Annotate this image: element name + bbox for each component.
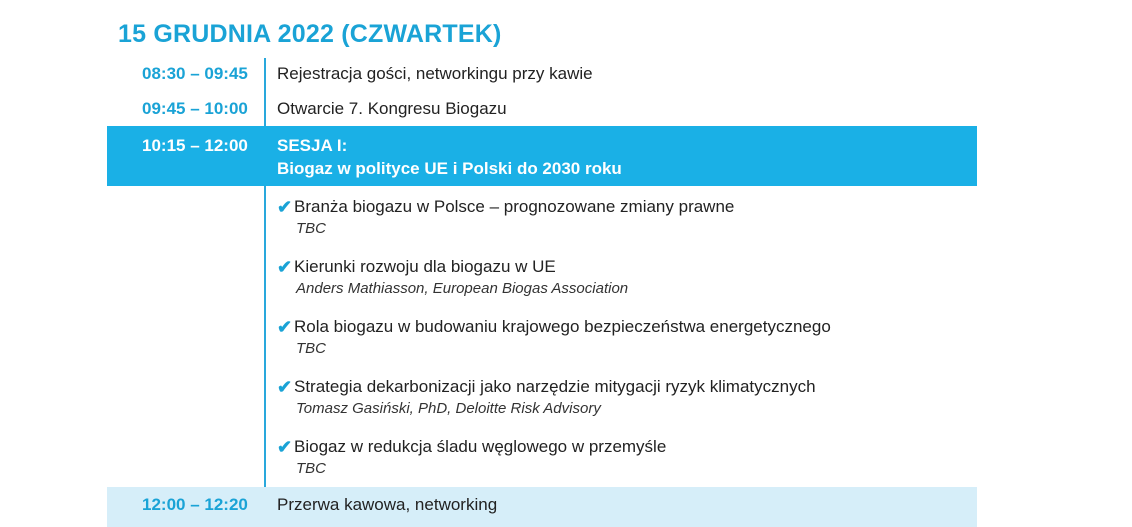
talk-speaker: TBC [296,340,326,357]
schedule-text: Otwarcie 7. Kongresu Biogazu [277,99,507,118]
talk-item [277,376,816,417]
session-title: Biogaz w polityce UE i Polski do 2030 roku [277,159,622,178]
talk-speaker: Tomasz Gasiński, PhD, Deloitte Risk Advisory [296,400,601,417]
talk-item [277,316,831,357]
talk-title: Kierunki rozwoju dla biogazu w UE [294,257,556,276]
talk-title: Biogaz w redukcja śladu węglowego w przemyśle [294,437,667,456]
checkmark-icon: ✔ [277,197,293,217]
day-heading: 15 GRUDNIA 2022 (CZWARTEK) [118,20,502,48]
session-time: 10:15 – 12:00 [142,136,248,155]
talk-title: Rola biogazu w budowaniu krajowego bezpieczeństwa energetycznego [294,317,831,336]
talk-item [277,196,734,237]
checkmark-icon: ✔ [277,317,293,337]
break-time: 12:00 – 12:20 [142,495,248,514]
break-block [107,487,977,527]
session-block [107,126,977,186]
talk-title: Strategia dekarbonizacji jako narzędzie mitygacji ryzyk klimatycznych [294,377,816,396]
session-heading [277,134,622,180]
checkmark-icon: ✔ [277,377,293,397]
schedule-row [107,64,977,86]
schedule-time: 09:45 – 10:00 [142,99,248,118]
talk-item [277,436,666,477]
checkmark-icon: ✔ [277,437,293,457]
checkmark-icon: ✔ [277,257,293,277]
break-text: Przerwa kawowa, networking [277,495,498,514]
schedule-row [107,99,977,121]
session-label: SESJA I: [277,136,348,155]
schedule-text: Rejestracja gości, networkingu przy kawie [277,64,593,83]
talk-speaker: Anders Mathiasson, European Biogas Association [296,280,629,297]
schedule-time: 08:30 – 09:45 [142,64,248,83]
talk-speaker: TBC [296,220,326,237]
talk-item [277,256,628,297]
talk-title: Branża biogazu w Polsce – prognozowane zmiany prawne [294,197,735,216]
talk-speaker: TBC [296,460,326,477]
